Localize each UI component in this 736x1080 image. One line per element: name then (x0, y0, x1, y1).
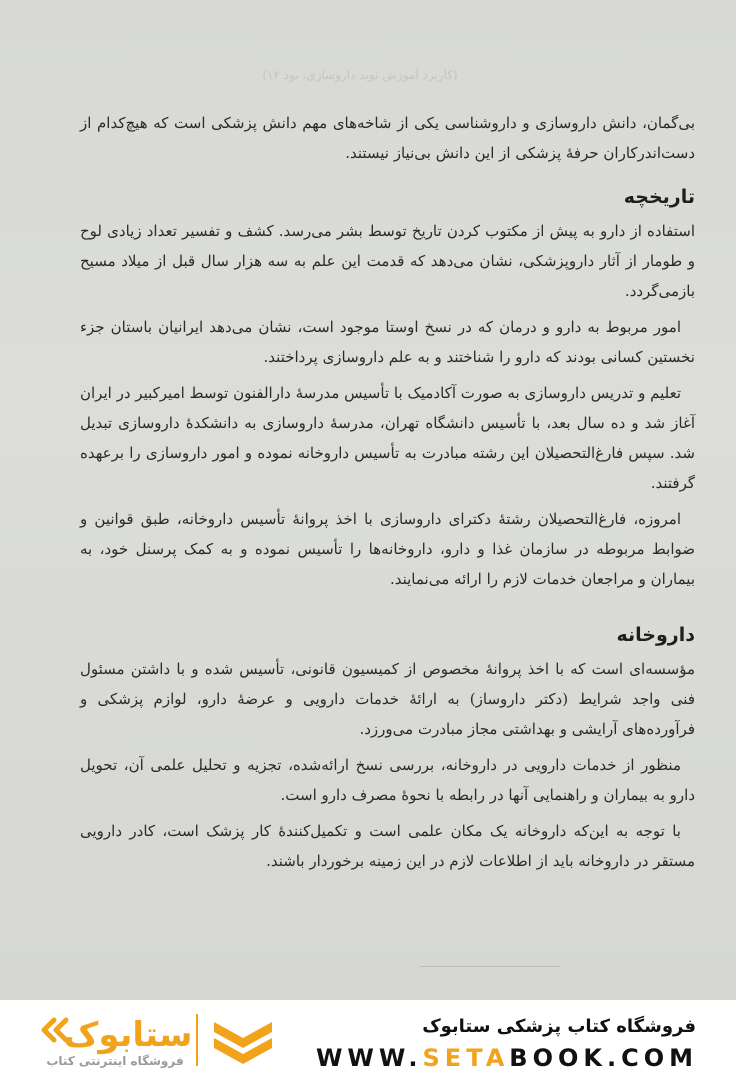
book-chevron-icon (208, 1012, 278, 1070)
url-accent: SETA (422, 1044, 510, 1072)
footnote-divider (420, 966, 560, 967)
store-banner (0, 1000, 736, 1080)
pharmacy-paragraph-3: با توجه به این‌که داروخانه یک مکان علمی است و تکمیل‌کنندهٔ کار پزشک است، کادر دارویی مستقر در داروخانه باید از اطلاعات لازم در این زمینه برخوردار باشند. (80, 822, 695, 870)
store-name: فروشگاه کتاب پزشکی ستابوک (422, 1016, 696, 1037)
logo-divider (196, 1014, 198, 1066)
heading-history: تاریخچه (623, 186, 695, 208)
url-prefix: WWW. (315, 1044, 423, 1072)
url-suffix: BOOK.COM (509, 1044, 698, 1072)
history-paragraph-3: تعلیم و تدریس داروسازی به صورت آکادمیک با تأسیس مدرسهٔ دارالفنون توسط امیرکبیر در ایران آغاز شد و ده سال بعد، با تأسیس دانشگاه تهران، مدرسهٔ داروسازی به دانشکدهٔ داروسازی تبدیل شد. سپس فارغ‌التحصیلان این رشته مبادرت به تأسیس داروخانه نموده و امور داروسازی را برعهده گرفتند. (80, 384, 695, 492)
history-paragraph-1: استفاده از دارو به پیش از مکتوب کردن تاریخ توسط بشر می‌رسد. کشف و تفسیر تعداد زیادی لوح و طومار از آثار داروپزشکی، نشان می‌دهد که قدمت این علم به سه هزار سال قبل از میلاد مسیح بازمی‌گردد. (80, 222, 695, 300)
page-content (80, 108, 695, 882)
logo-word-text: ستابوک (63, 1015, 190, 1055)
history-paragraph-4: امروزه، فارغ‌التحصیلان رشتهٔ دکترای داروسازی با اخذ پروانهٔ تأسیس داروخانه، طبق قوانین و ضوابط مربوطه در سازمان غذا و دارو، داروخانه‌ها را تأسیس نموده و به کمک پرسنل خود، به بیماران و مراجعان خدمات لازم را ارائه می‌نمایند. (80, 510, 695, 588)
intro-paragraph: بی‌گمان، دانش داروسازی و داروشناسی یکی از شاخه‌های مهم دانش پزشکی است که هیچ‌کدام از دست‌اندرکاران حرفهٔ پزشکی از این دانش بی‌نیاز نیستند. (80, 114, 695, 162)
setabook-logo (40, 1006, 190, 1056)
logo-tagline: فروشگاه اینترنتی کتاب (46, 1054, 184, 1068)
store-url-link[interactable] (316, 1044, 698, 1072)
pharmacy-paragraph-1: مؤسسه‌ای است که با اخذ پروانهٔ مخصوص از کمیسیون قانونی، تأسیس شده و با داشتن مسئول فنی واجد شرایط (دکتر داروساز) به ارائهٔ خدمات دارویی و عرضهٔ دارو، لوازم پزشکی و فرآورده‌های آرایشی و بهداشتی مجاز مبادرت می‌ورزد. (80, 660, 695, 738)
pharmacy-paragraph-2: منظور از خدمات دارویی در داروخانه، بررسی نسخ ارائه‌شده، تجزیه و تحلیل علمی آن، تحویل دارو به بیماران و راهنمایی آنها در رابطه با نحوهٔ مصرف دارو است. (80, 756, 695, 804)
setabook-logo-icon (40, 1006, 190, 1056)
heading-pharmacy: داروخانه (616, 624, 695, 646)
running-header: (کاربرد آموزش نوید داروسازی، بود ۱۲) (262, 68, 458, 82)
history-paragraph-2: امور مربوط به دارو و درمان که در نسخ اوستا موجود است، نشان می‌دهد ایرانیان باستان جزء نخستین کسانی بودند که دارو را شناختند و به علم داروسازی پرداختند. (80, 318, 695, 366)
